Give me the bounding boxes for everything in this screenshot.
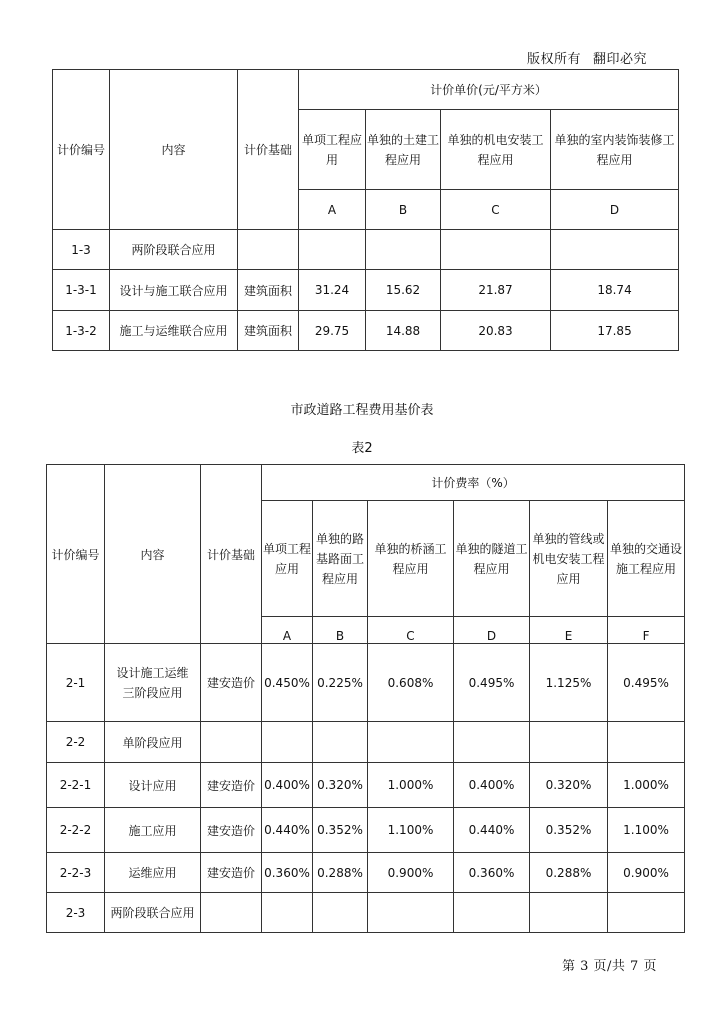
row-value: 0.900% [608,853,685,893]
row-content: 设计与施工联合应用 [110,270,238,311]
row-value: 0.495% [454,644,530,722]
t2-header-basis: 计价基础 [201,465,262,644]
table-row [47,853,685,893]
table2-label: 表2 [351,441,373,456]
row-value: 14.88 [366,311,441,351]
row-value: 0.495% [608,644,685,722]
t2-header-code: 计价编号 [47,465,105,644]
t1-letter: D [551,190,679,230]
row-code: 2-2 [47,722,105,763]
t2-letter: A [262,617,313,644]
table-row [47,893,685,933]
row-value: 0.450% [262,644,313,722]
row-code: 1-3-2 [53,311,110,351]
row-value: 0.400% [454,763,530,808]
row-value [262,722,313,763]
t2-sub-header: 单独的桥涵工程应用 [368,501,454,617]
table-row [47,808,685,853]
t2-header-content: 内容 [105,465,201,644]
t1-sub-header: 单独的室内装饰装修工程应用 [551,110,679,190]
row-content: 两阶段联合应用 [105,893,201,933]
row-basis [201,893,262,933]
row-basis: 建安造价 [201,853,262,893]
t1-letter: B [366,190,441,230]
row-value: 1.100% [368,808,454,853]
row-value: 1.125% [530,644,608,722]
row-value [441,230,551,270]
row-value [608,722,685,763]
t2-sub-header: 单项工程应用 [262,501,313,617]
row-content: 设计应用 [105,763,201,808]
row-code: 1-3-1 [53,270,110,311]
t1-sub-header: 单独的土建工程应用 [366,110,441,190]
row-basis: 建筑面积 [238,311,299,351]
row-value [368,722,454,763]
row-content: 单阶段应用 [105,722,201,763]
t1-sub-header: 单独的机电安装工程应用 [441,110,551,190]
row-content: 施工与运维联合应用 [110,311,238,351]
row-value: 31.24 [299,270,366,311]
row-value [262,893,313,933]
t2-sub-header: 单独的隧道工程应用 [454,501,530,617]
row-value [530,722,608,763]
row-value: 0.352% [313,808,368,853]
row-code: 2-2-3 [47,853,105,893]
row-value [530,893,608,933]
row-value: 0.900% [368,853,454,893]
row-value: 1.000% [608,763,685,808]
row-code: 2-2-1 [47,763,105,808]
row-value: 0.360% [454,853,530,893]
row-value [608,893,685,933]
row-value [313,722,368,763]
t2-sub-header: 单独的管线或机电安装工程应用 [530,501,608,617]
t2-letter: C [368,617,454,644]
row-value: 20.83 [441,311,551,351]
row-value: 17.85 [551,311,679,351]
table-row [47,644,685,722]
table-row [53,311,679,351]
row-content: 两阶段联合应用 [110,230,238,270]
table-row [47,763,685,808]
t2-header-rate: 计价费率（%） [262,465,685,501]
table-row [53,230,679,270]
row-value [366,230,441,270]
t1-header-content: 内容 [110,70,238,230]
row-value: 0.225% [313,644,368,722]
t1-header-code: 计价编号 [53,70,110,230]
row-value [299,230,366,270]
t2-sub-header: 单独的路基路面工程应用 [313,501,368,617]
t2-letter: D [454,617,530,644]
row-code: 1-3 [53,230,110,270]
row-code: 2-1 [47,644,105,722]
t1-letter: C [441,190,551,230]
row-basis: 建筑面积 [238,270,299,311]
row-value: 0.360% [262,853,313,893]
t2-letter: B [313,617,368,644]
road-rate-table [46,464,685,933]
row-value: 15.62 [366,270,441,311]
row-value: 21.87 [441,270,551,311]
t1-sub-header: 单项工程应用 [299,110,366,190]
copyright-left: 版权所有 [527,52,582,67]
row-code: 2-2-2 [47,808,105,853]
copyright-notice [527,48,647,67]
row-value: 0.400% [262,763,313,808]
row-value [454,893,530,933]
row-value: 0.352% [530,808,608,853]
t1-letter: A [299,190,366,230]
row-value: 0.440% [262,808,313,853]
row-value: 0.320% [530,763,608,808]
row-value: 0.320% [313,763,368,808]
table-row [47,722,685,763]
row-value: 18.74 [551,270,679,311]
row-basis [238,230,299,270]
t1-header-price: 计价单价(元/平方米） [299,70,679,110]
building-price-table [52,69,679,351]
row-basis: 建安造价 [201,763,262,808]
row-value [551,230,679,270]
row-code: 2-3 [47,893,105,933]
row-value: 0.440% [454,808,530,853]
row-value: 29.75 [299,311,366,351]
row-basis [201,722,262,763]
row-basis: 建安造价 [201,644,262,722]
row-value [454,722,530,763]
t2-letter: E [530,617,608,644]
row-value: 0.288% [530,853,608,893]
t2-sub-header: 单独的交通设施工程应用 [608,501,685,617]
row-content: 运维应用 [105,853,201,893]
row-value [368,893,454,933]
row-content: 设计施工运维三阶段应用 [105,644,201,722]
row-value [313,893,368,933]
page-number: 第 3 页/共 7 页 [562,959,657,974]
row-content: 施工应用 [105,808,201,853]
t1-header-basis: 计价基础 [238,70,299,230]
copyright-right: 翻印必究 [593,52,648,67]
table2-title: 市政道路工程费用基价表 [290,403,434,418]
row-value: 0.288% [313,853,368,893]
table-row [53,270,679,311]
row-value: 0.608% [368,644,454,722]
t2-letter: F [608,617,685,644]
row-value: 1.100% [608,808,685,853]
row-basis: 建安造价 [201,808,262,853]
row-value: 1.000% [368,763,454,808]
